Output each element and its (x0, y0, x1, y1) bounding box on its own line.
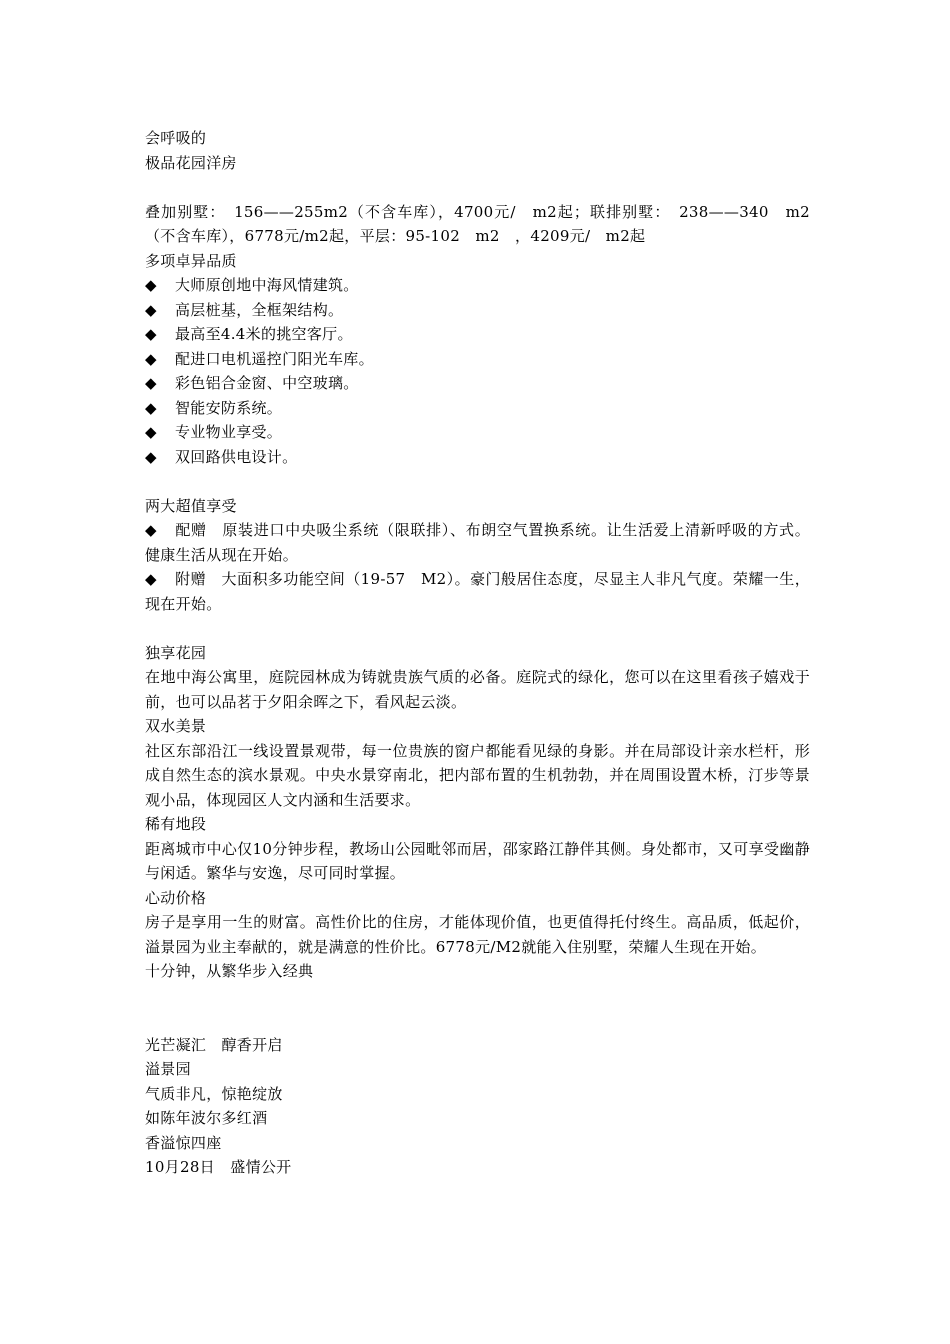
list-item-text: 智能安防系统。 (175, 398, 283, 417)
list-item-text: 双回路供电设计。 (175, 447, 298, 466)
section-body-location: 距离城市中心仅10分钟步程，教场山公园毗邻而居，邵家路江静伴其侧。身处都市，又可享受幽静与闲适。繁华与安逸，尽可同时掌握。 (145, 839, 810, 882)
benefit-item-text: 配赠 原装进口中央吸尘系统（限联排）、布朗空气置换系统。让生活爱上清新呼吸的方式。健康生活从现在开始。 (145, 521, 810, 564)
list-item (145, 273, 810, 298)
section-heading-garden: 独享花园 (145, 643, 207, 662)
list-item (145, 445, 810, 470)
benefits-heading: 两大超值享受 (145, 496, 237, 515)
diamond-bullet-icon: ◆ (145, 325, 157, 343)
benefit-item (145, 567, 810, 616)
list-item-text: 配进口电机遥控门阳光车库。 (175, 349, 374, 368)
section-body-water: 社区东部沿江一线设置景观带，每一位贵族的窗户都能看见绿的身影。并在局部设计亲水栏杆，形成自然生态的滨水景观。中央水景穿南北，把内部布置的生机勃勃，并在周围设置木桥，汀步等景观小品，体现园区人文内涵和生活要求。 (145, 741, 810, 809)
list-item-text: 大师原创地中海风情建筑。 (175, 276, 359, 294)
list-item (145, 347, 810, 372)
list-item (145, 420, 810, 445)
spacer (145, 175, 810, 200)
diamond-bullet-icon: ◆ (145, 300, 157, 319)
quality-list (145, 273, 810, 469)
closing-line-2: 溢景园 (145, 1060, 191, 1078)
list-item-text: 彩色铝合金窗、中空玻璃。 (175, 374, 359, 392)
list-item (145, 371, 810, 396)
diamond-bullet-icon: ◆ (145, 521, 157, 539)
closing-line-5: 香溢惊四座 (145, 1133, 222, 1152)
pricing-text: 叠加别墅： 156——255m2（不含车库），4700元/ m2起；联排别墅： 238——340 m2（不含车库），6778元/m2起，平层：95-102 m2 ，4209元/ m2起 (145, 202, 810, 245)
closing-line-6: 10月28日 盛情公开 (145, 1158, 292, 1176)
closing-line-4: 如陈年波尔多红酒 (145, 1109, 268, 1127)
section-heading-water: 双水美景 (145, 717, 207, 735)
quality-heading: 多项卓异品质 (145, 251, 237, 270)
diamond-bullet-icon: ◆ (145, 398, 157, 417)
document-page (145, 126, 810, 1180)
list-item-text: 高层桩基，全框架结构。 (175, 300, 344, 319)
list-item (145, 298, 810, 323)
diamond-bullet-icon: ◆ (145, 276, 157, 294)
diamond-bullet-icon: ◆ (145, 570, 157, 588)
diamond-bullet-icon: ◆ (145, 447, 157, 466)
spacer (145, 616, 810, 641)
list-item-text: 专业物业享受。 (175, 423, 283, 441)
diamond-bullet-icon: ◆ (145, 423, 157, 441)
diamond-bullet-icon: ◆ (145, 349, 157, 368)
title-line-1: 会呼吸的 (145, 129, 207, 147)
diamond-bullet-icon: ◆ (145, 374, 157, 392)
closing-line-1: 光芒凝汇 醇香开启 (145, 1035, 283, 1054)
list-item (145, 396, 810, 421)
list-item (145, 322, 810, 347)
tagline: 十分钟，从繁华步入经典 (145, 962, 314, 980)
benefit-item-text: 附赠 大面积多功能空间（19-57 M2）。豪门般居住态度，尽显主人非凡气度。荣耀一生，现在开始。 (145, 570, 810, 613)
section-body-price: 房子是享用一生的财富。高性价比的住房，才能体现价值，也更值得托付终生。高品质，低起价，溢景园为业主奉献的，就是满意的性价比。6778元/M2就能入住别墅，荣耀人生现在开始。 (145, 913, 810, 956)
title-line-2: 极品花园洋房 (145, 153, 237, 172)
benefits-list (145, 518, 810, 616)
section-heading-location: 稀有地段 (145, 815, 207, 833)
closing-line-3: 气质非凡，惊艳绽放 (145, 1084, 283, 1103)
section-body-garden: 在地中海公寓里，庭院园林成为铸就贵族气质的必备。庭院式的绿化，您可以在这里看孩子嬉戏于前，也可以品茗于夕阳余晖之下，看风起云淡。 (145, 668, 810, 711)
spacer (145, 984, 810, 1033)
section-heading-price: 心动价格 (145, 888, 207, 907)
spacer (145, 469, 810, 494)
list-item-text: 最高至4.4米的挑空客厅。 (175, 325, 353, 343)
benefit-item (145, 518, 810, 567)
